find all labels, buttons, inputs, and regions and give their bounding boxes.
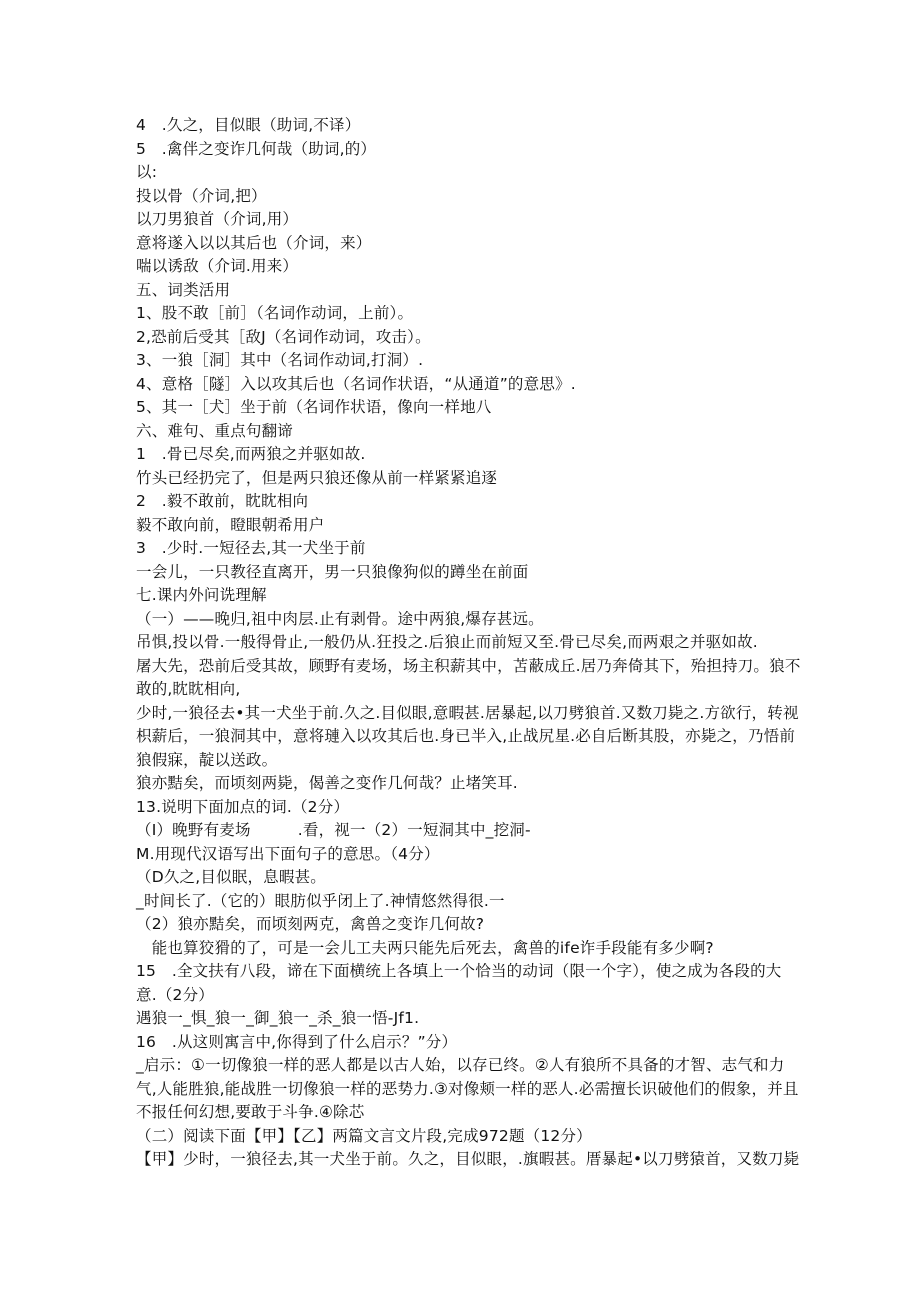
text-line: （D久之,目似眠，息暇甚。	[136, 868, 326, 886]
text-line: 【甲】少时，一狼径去,其一犬坐于前。久之，目似眼，.旗暇甚。厝暴起•以刀劈猿首，又数刀毙	[136, 1150, 800, 1168]
text-line: 5 .禽伴之变诈几何哉（助词,的）	[136, 139, 377, 158]
text-line: 狼亦黠矣，而顷刻两毙，偈善之变作几何哉？止堵笑耳.	[136, 774, 518, 792]
section-heading: 七.课内外问诜理解	[136, 586, 267, 604]
text-line: （一）——晚归,祖中肉层.止有剥骨。途中两狼,爆存甚远。	[136, 609, 544, 628]
text-line: 能也算狡猾的了，可是一会儿工夫两只能先后死去，禽兽的ife诈手段能有多少啊?	[136, 938, 714, 957]
text-line: 敢的,眈眈相向,	[136, 680, 241, 698]
question-line: 13.说明下面加点的词.（2分）	[136, 797, 350, 816]
document-page	[136, 114, 801, 1172]
text-line: 4 .久之，目似眼（助词,不译）	[136, 116, 361, 134]
text-line: 枳薪后，一狼洞其中，意将璉入以攻其后也.身已半入,止战尻星.必自后断其股，亦毙之，乃悟前	[136, 727, 796, 745]
text-line: _启示：①一切像狼一样的恶人都是以古人始，以存已终。②人有狼所不具备的才智、志气和力	[136, 1056, 785, 1074]
text-line: 屠大先，恐前后受其故，顾野有麦场，场主积薪其中，苫蔽成丘.居乃奔倚其下，殆担持刀。狼不	[136, 656, 801, 675]
question-line: 15 .全文扶有八段，谛在下面横统上各填上一个恰当的动词（限一个字），使之成为各段的大	[136, 962, 782, 980]
question-line: 16 .从这则寓言中,你得到了什么启示？”分）	[136, 1032, 458, 1051]
text-line: 不报任何幻想,要敢于斗争.④除芯	[136, 1103, 365, 1121]
text-line: 毅不敢向前，瞪眼朝希用户	[136, 515, 325, 534]
text-line: （I）晚野有麦场 .看，视一（2）一短洞其中_挖洞-	[136, 821, 531, 839]
text-line: 3 .少时.一短径去,其一犬坐于前	[136, 539, 366, 557]
text-line: 意将遂入以以其后也（介词，来）	[136, 233, 372, 252]
section-heading: 五、词类活用	[136, 280, 231, 299]
text-line: （二）阅读下面【甲】【乙】两篇文言文片段,完成972题（12分）	[136, 1126, 592, 1145]
question-line: M.用现代汉语写出下面句子的意思。（4分）	[136, 844, 440, 863]
text-line: 少时,一狼径去•其一犬坐于前.久之.目似眼,意暇甚.居暴起,以刀劈狼首.又数刀毙之.方欲行，转视	[136, 703, 799, 722]
text-line: 1、股不敢［前］（名词作动词，上前）。	[136, 304, 414, 322]
text-line: 竹头已经扔完了，但是两只狼还像从前一样紧紧追逐	[136, 468, 498, 487]
text-line: 5、其一［犬］坐于前（名词作状语，像向一样地八	[136, 398, 492, 416]
text-line: 意.（2分）	[136, 985, 214, 1004]
text-line: 以:	[136, 163, 158, 181]
text-line: 狼假寐，靛以送政。	[136, 750, 278, 769]
text-line: 2,恐前后受其［敌J（名词作动词，攻击）。	[136, 327, 431, 346]
text-line: （2）狼亦黠矣，而顷刻两克，禽兽之变诈几何故?	[136, 915, 485, 933]
text-line: 投以骨（介词,把）	[136, 186, 267, 205]
text-line: 吊惧,投以骨.一般得骨止,一般仍从.狂投之.后狼止而前短又至.骨已尽矣,而两艰之并驱如故.	[136, 633, 758, 651]
text-line: 以刀男狼首（介词,用）	[136, 210, 299, 228]
section-heading: 六、难句、重点句翻谛	[136, 421, 294, 440]
text-line: 遇狼一_惧_狼一_御_狼一_杀_狼一悟-Jf1.	[136, 1009, 420, 1027]
text-line: 喘以诱敌（介词.用来）	[136, 257, 299, 275]
text-line: 气,人能胜狼,能战胜一切像狼一样的恶势力.③对像颊一样的恶人.必需擅长识破他们的假象，并且	[136, 1079, 799, 1098]
text-line: 一会儿，一只教径直离开，男一只狼像狗似的蹲坐在前面	[136, 562, 529, 581]
text-line: 2 .毅不敢前，眈眈相向	[136, 492, 309, 510]
text-line: 4、意格［隧］入以攻其后也（名词作状语，“从通道”的意思》.	[136, 374, 576, 393]
text-line: _时间长了.（它的）眼肪似乎闭上了.神情悠然得很.一	[136, 891, 505, 910]
text-line: 3、一狼［洞］其中（名词作动词,打洞）.	[136, 351, 424, 369]
text-line: 1 .骨已尽矣,而两狼之并驱如故.	[136, 445, 366, 463]
